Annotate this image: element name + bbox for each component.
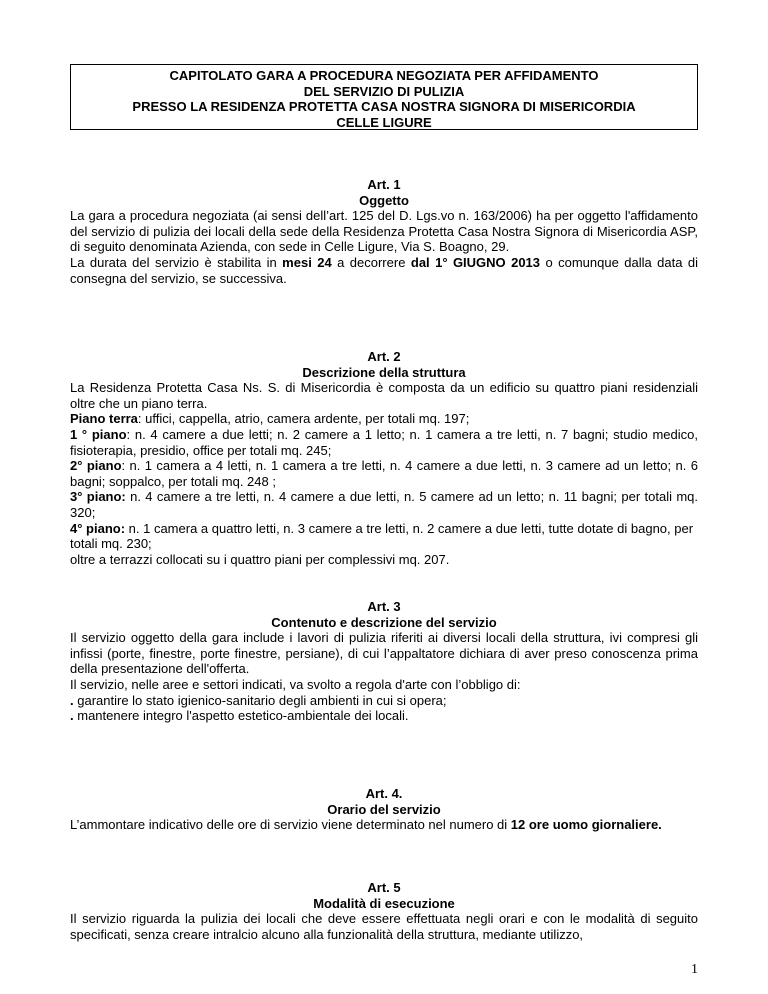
article-4-number: Art. 4. xyxy=(365,786,403,801)
article-4-paragraph-1: L’ammontare indicativo delle ore di servizio viene determinato nel numero di 12 ore uomo giornaliere. xyxy=(70,817,662,833)
title-box xyxy=(70,64,698,130)
list-item: . garantire lo stato igienico-sanitario degli ambienti in cui si opera; xyxy=(70,692,447,708)
article-5-number: Art. 5 xyxy=(367,880,401,895)
floor-4: 4° piano: n. 1 camera a quattro letti, n. 3 camere a tre letti, n. 2 camere a due letti, tutte dotate di bagno, per totali mq. 230; xyxy=(70,520,694,552)
floor-3: 3° piano: n. 4 camere a tre letti, n. 4 camere a due letti, n. 5 camere ad un letto; n. 11 bagni; per totali mq. 320; xyxy=(70,489,698,520)
article-1 xyxy=(70,177,698,286)
article-5-paragraph-1: Il servizio riguarda la pulizia dei locali che deve essere effettuata negli orari e con le modalità di seguito specificati, senza creare intralcio alcuno alla funzionalità della struttura, mediante utilizzo, xyxy=(70,911,698,942)
article-3-paragraph-1: Il servizio oggetto della gara include i lavori di pulizia riferiti ai diversi locali della struttura, ivi compresi gli infissi (porte, finestre, porte finestre, persiane), di cui l’appaltatore dichiara di aver preso conoscenza prima della presentazione dell'offerta. xyxy=(70,630,698,677)
article-2-outro: oltre a terrazzi collocati su i quattro piani per complessivi mq. 207. xyxy=(70,551,450,567)
article-2-number: Art. 2 xyxy=(367,349,401,364)
article-3-paragraph-2: Il servizio, nelle aree e settori indicati, va svolto a regola d'arte con l’obbligo di: xyxy=(70,676,521,692)
article-2-intro: La Residenza Protetta Casa Ns. S. di Misericordia è composta da un edificio su quattro piani residenziali oltre che un piano terra. xyxy=(70,380,698,411)
article-5-title: Modalità di esecuzione xyxy=(313,895,455,911)
article-5 xyxy=(70,880,698,942)
title-line-4: CELLE LIGURE xyxy=(336,114,432,130)
article-4-title: Orario del servizio xyxy=(327,801,441,817)
floor-2: 2° piano: n. 1 camera a 4 letti, n. 1 camera a tre letti, n. 4 camere a due letti, n. 3 camere ad un letto; n. 6 bagni; soppalco, per totali mq. 248 ; xyxy=(70,458,698,489)
article-1-paragraph-1: La gara a procedura negoziata (ai sensi dell’art. 125 del D. Lgs.vo n. 163/2006) ha per oggetto l'affidamento del servizio di pulizia dei locali della sede della Residenza Protetta Casa Nostra Signora di Misericordia ASP, di seguito denominata Azienda, con sede in Celle Ligure, Via S. Boagno, 29. xyxy=(70,208,698,255)
article-4 xyxy=(70,786,698,833)
article-2-title: Descrizione della struttura xyxy=(302,364,466,380)
title-line-1: CAPITOLATO GARA A PROCEDURA NEGOZIATA PER AFFIDAMENTO xyxy=(169,68,599,83)
article-3-title: Contenuto e descrizione del servizio xyxy=(271,614,497,630)
article-3-number: Art. 3 xyxy=(367,599,401,614)
list-item: . mantenere integro l'aspetto estetico-ambientale dei locali. xyxy=(70,708,409,724)
floor-1: 1 ° piano: n. 4 camere a due letti; n. 2 camere a 1 letto; n. 1 camera a tre letti, n. 7 bagni; studio medico, fisioterapia, presidio, office per totali mq. 245; xyxy=(70,426,698,458)
page-number: 1 xyxy=(691,962,698,977)
title-line-3: PRESSO LA RESIDENZA PROTETTA CASA NOSTRA SIGNORA DI MISERICORDIA xyxy=(132,99,636,114)
article-2 xyxy=(70,349,698,567)
floor-ground: Piano terra: uffici, cappella, atrio, camera ardente, per totali mq. 197; xyxy=(70,411,470,427)
title-line-2: DEL SERVIZIO DI PULIZIA xyxy=(303,83,465,99)
article-1-title: Oggetto xyxy=(359,192,409,208)
article-1-number: Art. 1 xyxy=(367,177,401,192)
article-3 xyxy=(70,599,698,724)
article-1-paragraph-2: La durata del servizio è stabilita in mesi 24 a decorrere dal 1° GIUGNO 2013 o comunque dalla data di consegna del servizio, se successiva. xyxy=(70,254,699,286)
